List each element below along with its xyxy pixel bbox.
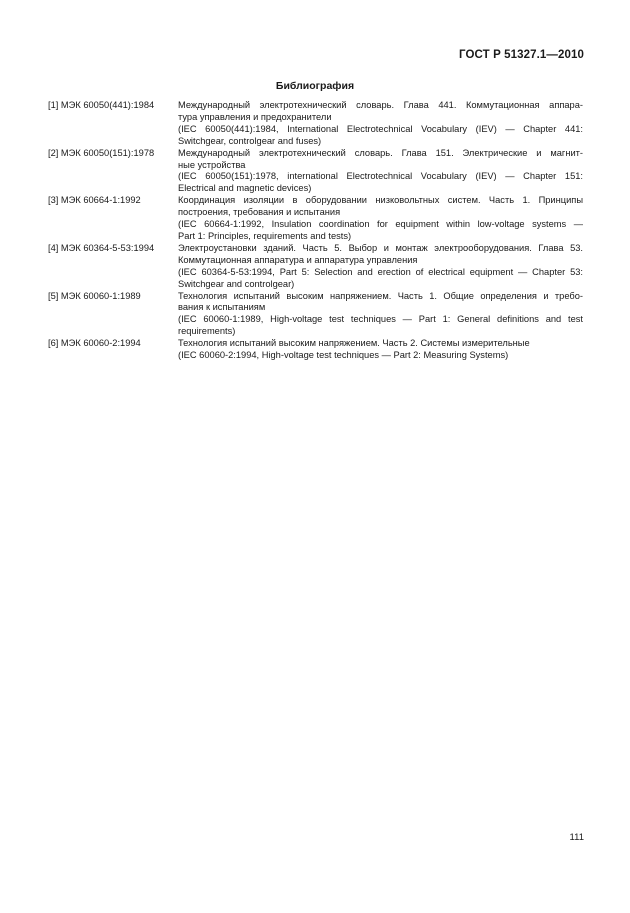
entry-description bbox=[178, 243, 583, 291]
entry-line: Международный электротехнический словарь. Глава 151. Электрические и магнит- bbox=[178, 147, 583, 158]
entry-line: (IEC 60664-1:1992, Insulation coordination for equipment within low-voltage systems — bbox=[178, 219, 583, 230]
entry-reference: [3] МЭК 60664-1:1992 bbox=[48, 195, 141, 206]
bibliography-entry-2 bbox=[48, 148, 583, 196]
entry-line: Координация изоляции в оборудовании низковольтных систем. Часть 1. Принципы bbox=[178, 195, 583, 206]
entry-line: тура управления и предохранители bbox=[178, 111, 332, 122]
entry-reference: [4] МЭК 60364-5-53:1994 bbox=[48, 242, 155, 253]
entry-line: Switchgear, controlgear and fuses) bbox=[178, 135, 322, 146]
entry-description bbox=[178, 148, 583, 196]
entry-line: ные устройства bbox=[178, 159, 246, 170]
entry-line: Electrical and magnetic devices) bbox=[178, 183, 312, 194]
bibliography-title: Библиография bbox=[275, 80, 355, 92]
entry-line: Коммутационная аппаратура и аппаратура управления bbox=[178, 254, 418, 265]
entry-description bbox=[178, 338, 583, 362]
entry-line: (IEC 60050(441):1984, International Electrotechnical Vocabulary (IEV) — Chapter 441: bbox=[178, 123, 583, 134]
bibliography-entry-1 bbox=[48, 100, 583, 148]
entry-line: вания к испытаниям bbox=[178, 302, 266, 313]
bibliography-entry-3 bbox=[48, 195, 583, 243]
entry-line: Part 1: Principles, requirements and tests) bbox=[178, 230, 352, 241]
entry-line: Технология испытаний высоким напряжением. Часть 1. Общие определения и требо- bbox=[178, 290, 583, 301]
entry-line: (IEC 60364-5-53:1994, Part 5: Selection and erection of electrical equipment — Chapter 53: bbox=[178, 266, 583, 277]
entry-line: (IEC 60050(151):1978, international Electrotechnical Vocabulary (IEV) — Chapter 151: bbox=[178, 171, 583, 182]
page-number: 111 bbox=[569, 832, 584, 843]
entry-line: Switchgear and controlgear) bbox=[178, 278, 295, 289]
bibliography-entry-4 bbox=[48, 243, 583, 291]
bibliography-entry-5 bbox=[48, 291, 583, 339]
entry-description bbox=[178, 291, 583, 339]
entry-line: (IEC 60060-1:1989, High-voltage test techniques — Part 1: General definitions and test bbox=[178, 314, 583, 325]
entry-description bbox=[178, 195, 583, 243]
entry-description bbox=[178, 100, 583, 148]
entry-line: Международный электротехнический словарь. Глава 441. Коммутационная аппара- bbox=[178, 100, 583, 110]
entry-line: requirements) bbox=[178, 326, 236, 337]
entry-reference: [6] МЭК 60060-2:1994 bbox=[48, 338, 141, 349]
entry-reference: [5] МЭК 60060-1:1989 bbox=[48, 290, 141, 301]
entry-line: Электроустановки зданий. Часть 5. Выбор и монтаж электрооборудования. Глава 53. bbox=[178, 242, 583, 253]
entry-reference: [2] МЭК 60050(151):1978 bbox=[48, 147, 155, 158]
bibliography-list bbox=[48, 100, 583, 362]
entry-line: (IEC 60060-2:1994, High-voltage test techniques — Part 2: Measuring Systems) bbox=[178, 350, 509, 361]
standard-code: ГОСТ Р 51327.1—2010 bbox=[459, 49, 584, 61]
entry-reference: [1] МЭК 60050(441):1984 bbox=[48, 100, 155, 110]
entry-line: построения, требования и испытания bbox=[178, 207, 341, 218]
bibliography-entry-6 bbox=[48, 338, 583, 362]
entry-line: Технология испытаний высоким напряжением. Часть 2. Системы измерительные bbox=[178, 338, 530, 349]
